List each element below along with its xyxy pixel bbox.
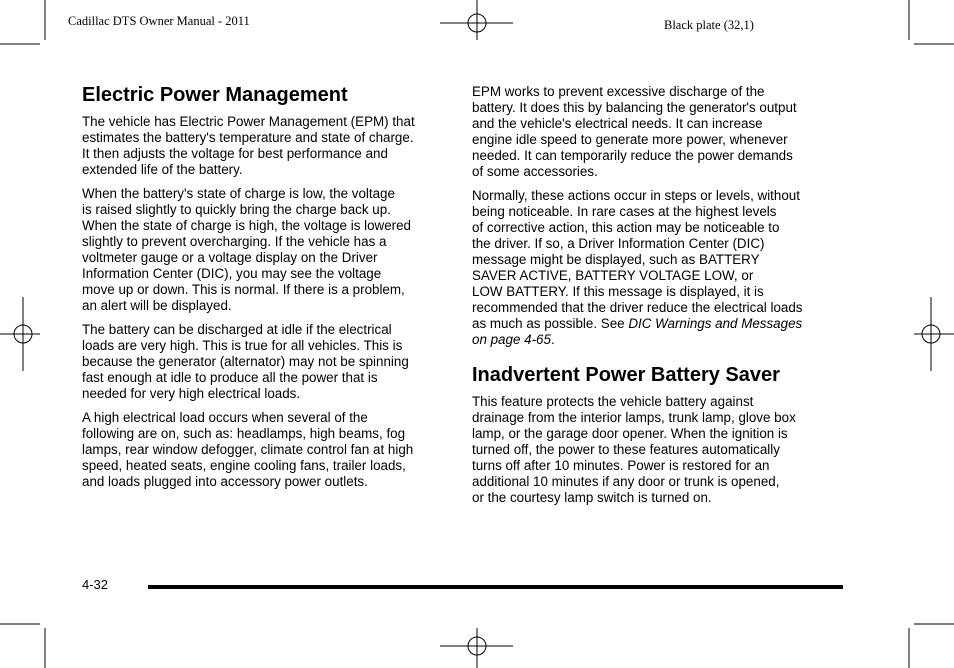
paragraph: The vehicle has Electric Power Management (EPM) that estimates the battery's temperature and state of charge. It then adjusts the voltage for best performance and extended life of the battery.	[82, 114, 415, 177]
cross-reference-link[interactable]: DIC Warnings and Messages on page 4‑65	[472, 316, 803, 347]
left-column	[82, 84, 450, 498]
registration-target-right	[914, 297, 954, 371]
registration-target-bottom	[440, 628, 513, 668]
paragraph: The battery can be discharged at idle if the electrical loads are very high. This is true for all vehicles. This is because the generator (alternator) may not be spinning fast enough at idle to produce all the power that is needed for very high electrical loads.	[82, 322, 409, 401]
paragraph-text: Normally, these actions occur in steps or levels, without being noticeable. In rare cases at the highest levels of corrective action, this action may be noticeable to the driver. If so, a Driver Information Center (DIC) message might be displayed, such as BATTERY SAVER ACTIVE, BATTERY VOLTAGE LOW, or LOW BATTERY. If this message is displayed, it is recommended that the driver reduce the electrical loads as much as possible. See	[472, 188, 803, 331]
paragraph: A high electrical load occurs when several of the following are on, such as: headlamps, high beams, fog lamps, rear window defogger, climate control fan at high speed, heated seats, engine cooling fans, trailer loads, and loads plugged into accessory power outlets.	[82, 410, 414, 489]
section-heading-inadvertent-power-battery-saver: Inadvertent Power Battery Saver	[472, 364, 780, 386]
paragraph: This feature protects the vehicle battery against drainage from the interior lamps, trunk lamp, glove box lamp, or the garage door opener. When the ignition is turned off, the power to these features automatically turns off after 10 minutes. Power is restored for an additional 10 minutes if any door or trunk is opened, or the courtesy lamp switch is turned on.	[472, 394, 796, 505]
running-header-plate: Black plate (32,1)	[664, 18, 754, 32]
paragraph: When the battery's state of charge is low, the voltage is raised slightly to quickly bring the charge back up. When the state of charge is high, the voltage is lowered slightly to prevent overcharging. If the vehicle has a voltmeter gauge or a voltage display on the Driver Information Center (DIC), you may see the voltage move up or down. This is normal. If there is a problem, an alert will be displayed.	[82, 186, 412, 313]
registration-target-top	[440, 0, 513, 40]
registration-target-left	[0, 297, 40, 371]
running-header-title: Cadillac DTS Owner Manual - 2011	[68, 14, 250, 28]
section-heading-electric-power-management: Electric Power Management	[82, 84, 348, 106]
right-column	[472, 84, 840, 514]
footer-rule	[148, 585, 843, 589]
paragraph: EPM works to prevent excessive discharge of the battery. It does this by balancing the generator's output and the vehicle's electrical needs. It can increase engine idle speed to generate more power, whenever needed. It can temporarily reduce the power demands of some accessories.	[472, 84, 797, 179]
paragraph-with-reference	[472, 188, 840, 348]
page-number: 4-32	[82, 577, 109, 592]
paragraph-end: .	[550, 332, 555, 347]
